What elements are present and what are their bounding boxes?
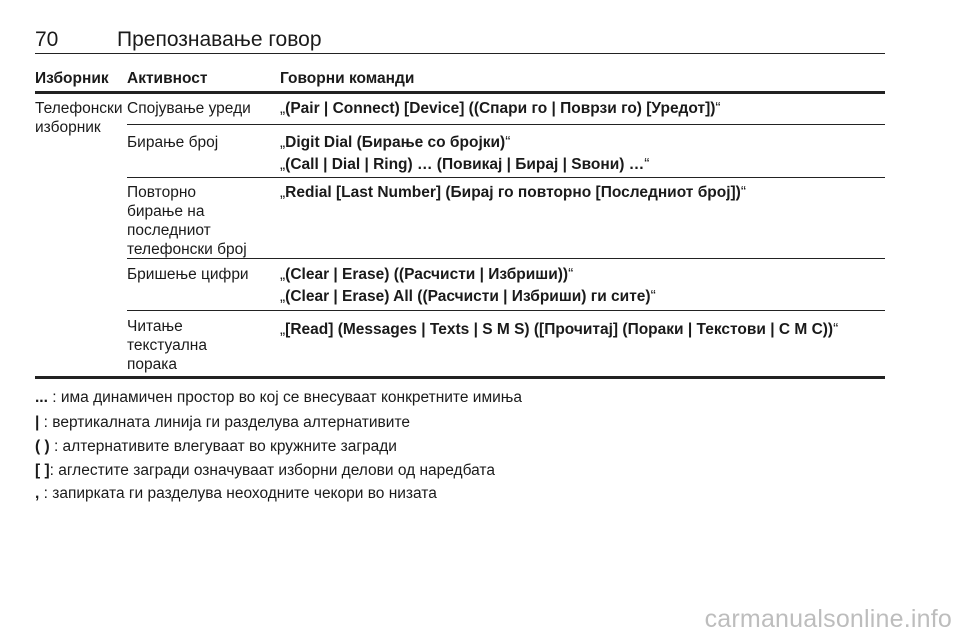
activity-read-message: Читање текстуална порака <box>127 318 207 373</box>
command-read-messages: „[Read] (Messages | Texts | S M S) ([Прочитај] (Пораки | Текстови | С М С))“ <box>280 321 839 338</box>
legend-item <box>35 389 522 407</box>
legend-text: : запирката ги разделува неоходните чекори во низата <box>39 485 437 502</box>
legend-item <box>35 414 410 432</box>
activity-dial-number: Бирање број <box>127 134 219 151</box>
command-call-dial: „(Call | Dial | Ring) … (Повикај | Бирај | Ѕвони) …“ <box>280 156 650 173</box>
legend-text: : има динамичен простор во кој се внесуваат конкретните имиња <box>47 389 522 406</box>
column-header-commands: Говорни команди <box>280 70 415 87</box>
legend-symbol: ( ) <box>35 438 50 455</box>
row-divider <box>127 258 885 259</box>
page-title: Препознавање говор <box>117 28 322 51</box>
table-bottom-rule <box>35 376 885 379</box>
activity-redial: Повторно бирање на последниот телефонски број <box>127 184 247 258</box>
page-number: 70 <box>35 28 59 51</box>
command-clear-all: „(Clear | Erase) All ((Расчисти | Избриши) ги сите)“ <box>280 288 656 305</box>
legend-text: : алтернативите влегуваат во кружните загради <box>49 438 397 455</box>
legend-text: : вертикалната линија ги разделува алтернативите <box>39 414 410 431</box>
row-divider <box>127 177 885 178</box>
activity-pair-device: Спојување уреди <box>127 100 251 117</box>
menu-cell-phone: Телефонски изборник <box>35 100 123 136</box>
row-divider <box>127 310 885 311</box>
command-clear: „(Clear | Erase) ((Расчисти | Избриши))“ <box>280 266 574 283</box>
command-pair-device: „(Pair | Connect) [Device] ((Спари го | Поврзи го) [Уредот])“ <box>280 100 721 117</box>
row-divider <box>127 124 885 125</box>
activity-clear-digits: Бришење цифри <box>127 266 249 283</box>
legend-text: : аглестите загради означуваат изборни делови од наредбата <box>49 462 495 479</box>
command-digit-dial: „Digit Dial (Бирање со бројки)“ <box>280 134 511 151</box>
watermark: carmanualsonline.info <box>704 605 952 633</box>
header-rule <box>35 53 885 54</box>
page-header <box>35 28 885 54</box>
legend-item <box>35 462 495 480</box>
legend-symbol: ... <box>35 389 48 406</box>
legend-symbol: [ ] <box>35 462 50 479</box>
legend-symbol: | <box>35 414 40 431</box>
column-header-activity: Активност <box>127 70 208 87</box>
legend-item <box>35 438 397 456</box>
legend-item <box>35 485 437 503</box>
legend-symbol: , <box>35 485 40 502</box>
table-header-rule <box>35 91 885 94</box>
command-redial: „Redial [Last Number] (Бирај го повторно [Последниот број])“ <box>280 184 747 201</box>
column-header-menu: Изборник <box>35 70 109 87</box>
